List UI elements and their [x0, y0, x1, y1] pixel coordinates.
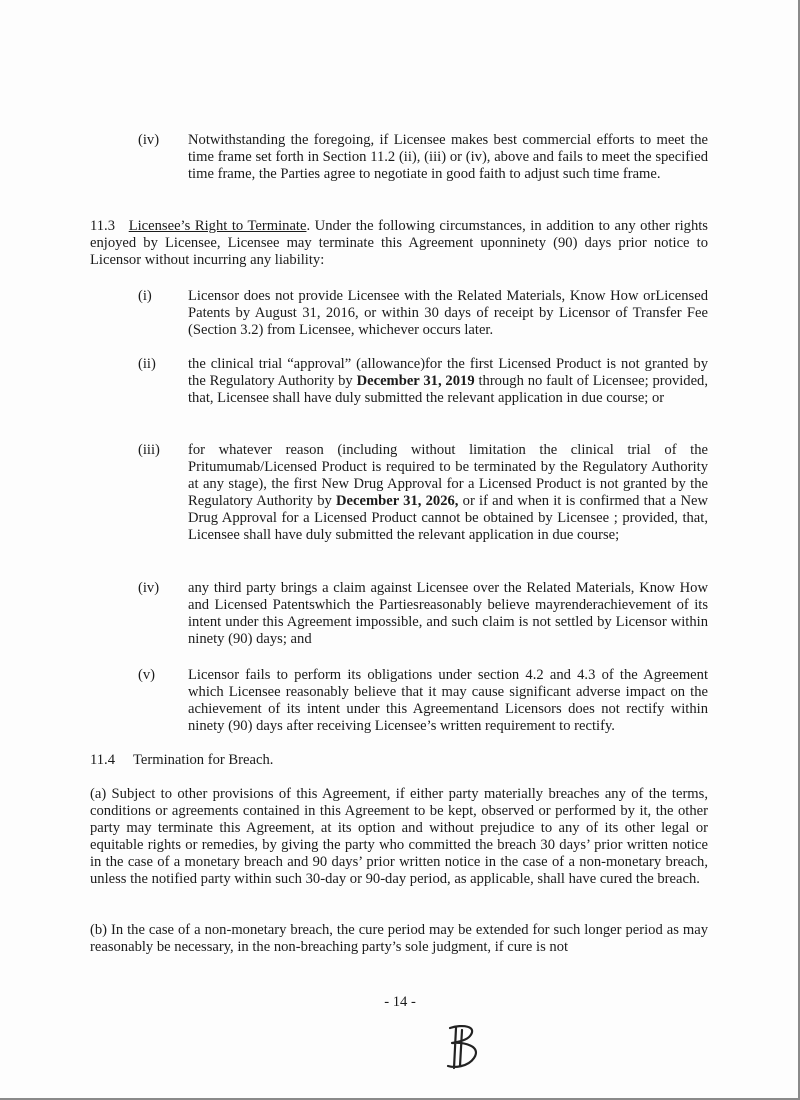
- clause-text: Licensor fails to perform its obligations under section 4.2 and 4.3 of the Agreement which Licensee reasonably believe that it may cause significant adverse impact on the achievement of its intent under this Agreementand Licensors does not rectify within ninety (90) days after receiving Licensee’s written requirement to rectify.: [188, 667, 708, 734]
- section-number: 11.4: [90, 752, 115, 768]
- clause-11-3-iii: [138, 442, 708, 544]
- signature-initial: [440, 1022, 490, 1074]
- clause-text: the clinical trial “approval” (allowance)for the first Licensed Product is not granted by the Regulatory Authority by December 31, 2019 through no fault of Licensee; provided, that, Licensee shall have duly submitted the relevant application in due course; or: [188, 356, 708, 406]
- section-11-4-heading: [90, 752, 708, 769]
- deadline-date: December 31, 2019: [356, 373, 475, 389]
- page-number: - 14 -: [384, 994, 416, 1010]
- clause-11-3-v: [138, 667, 708, 735]
- section-11-4-para-b: (b) In the case of a non-monetary breach, the cure period may be extended for such longer period as may reasonably be necessary, in the non-breaching party’s sole judgment, if cure is not: [90, 922, 708, 955]
- section-number: 11.3: [90, 218, 115, 234]
- clause-11-3-ii: [138, 356, 708, 407]
- clause-label: (i): [138, 288, 152, 304]
- clause-11-3-i: [138, 288, 708, 339]
- clause-11-3-iv: [138, 580, 708, 648]
- deadline-date: December 31, 2026,: [336, 493, 459, 509]
- clause-label: (ii): [138, 356, 156, 372]
- clause-label: (v): [138, 667, 156, 683]
- clause-text: any third party brings a claim against Licensee over the Related Materials, Know How and Licensed Patentswhich the Partiesreasonably believe mayrenderachievement of its intent under this Agreement impossible, and such claim is not settled by Licensor within ninety (90) days; and: [188, 580, 708, 647]
- clause-text: Notwithstanding the foregoing, if Licensee makes best commercial efforts to meet the time frame set forth in Section 11.2 (ii), (iii) or (iv), above and fails to meet the specified time frame, the Parties agree to negotiate in good faith to adjust such time frame.: [188, 132, 708, 182]
- clause-label: (iii): [138, 442, 160, 458]
- section-11-4-para-a: (a) Subject to other provisions of this Agreement, if either party materially breaches any of the terms, conditions or agreements contained in this Agreement to be kept, observed or performed by it, the other party may terminate this Agreement, at its option and without prejudice to any of its other legal or equitable rights or remedies, by giving the party who committed the breach 30 days’ prior written notice in the case of a monetary breach and 90 days’ prior written notice in the case of a non-monetary breach, unless the notified party within such 30-day or 90-day period, as applicable, shall have cured the breach.: [90, 786, 708, 887]
- section-11-3-intro: [90, 218, 708, 269]
- section-heading: Termination for Breach.: [132, 752, 274, 768]
- clause-label: (iv): [138, 132, 160, 148]
- section-intro: . Under the following circumstances, in addition to any other rights enjoyed by Licensee, Licensee may terminate this Agreement uponninety (90) days prior notice to Licensor without incurring any liability:: [90, 218, 708, 268]
- section-heading: Licensee’s Right to Terminate: [128, 218, 307, 234]
- clause-label: (iv): [138, 580, 160, 596]
- clause-text: Licensor does not provide Licensee with the Related Materials, Know How orLicensed Patents by August 31, 2016, or within 30 days of receipt by Licensor of Transfer Fee (Section 3.2) from Licensee, whichever occurs later.: [188, 288, 708, 338]
- clause-text: for whatever reason (including without limitation the clinical trial of the Pritumumab/Licensed Product is required to be terminated by the Regulatory Authority at any stage), the first New Drug Approval for a Licensed Product is not granted by the Regulatory Authority by December 31, 2026, or if and when it is confirmed that a New Drug Approval for a Licensed Product cannot be obtained by Licensee ; provided, that, Licensee shall have duly submitted the relevant application in due course;: [188, 442, 709, 543]
- clause-11-2-iv: [138, 132, 708, 183]
